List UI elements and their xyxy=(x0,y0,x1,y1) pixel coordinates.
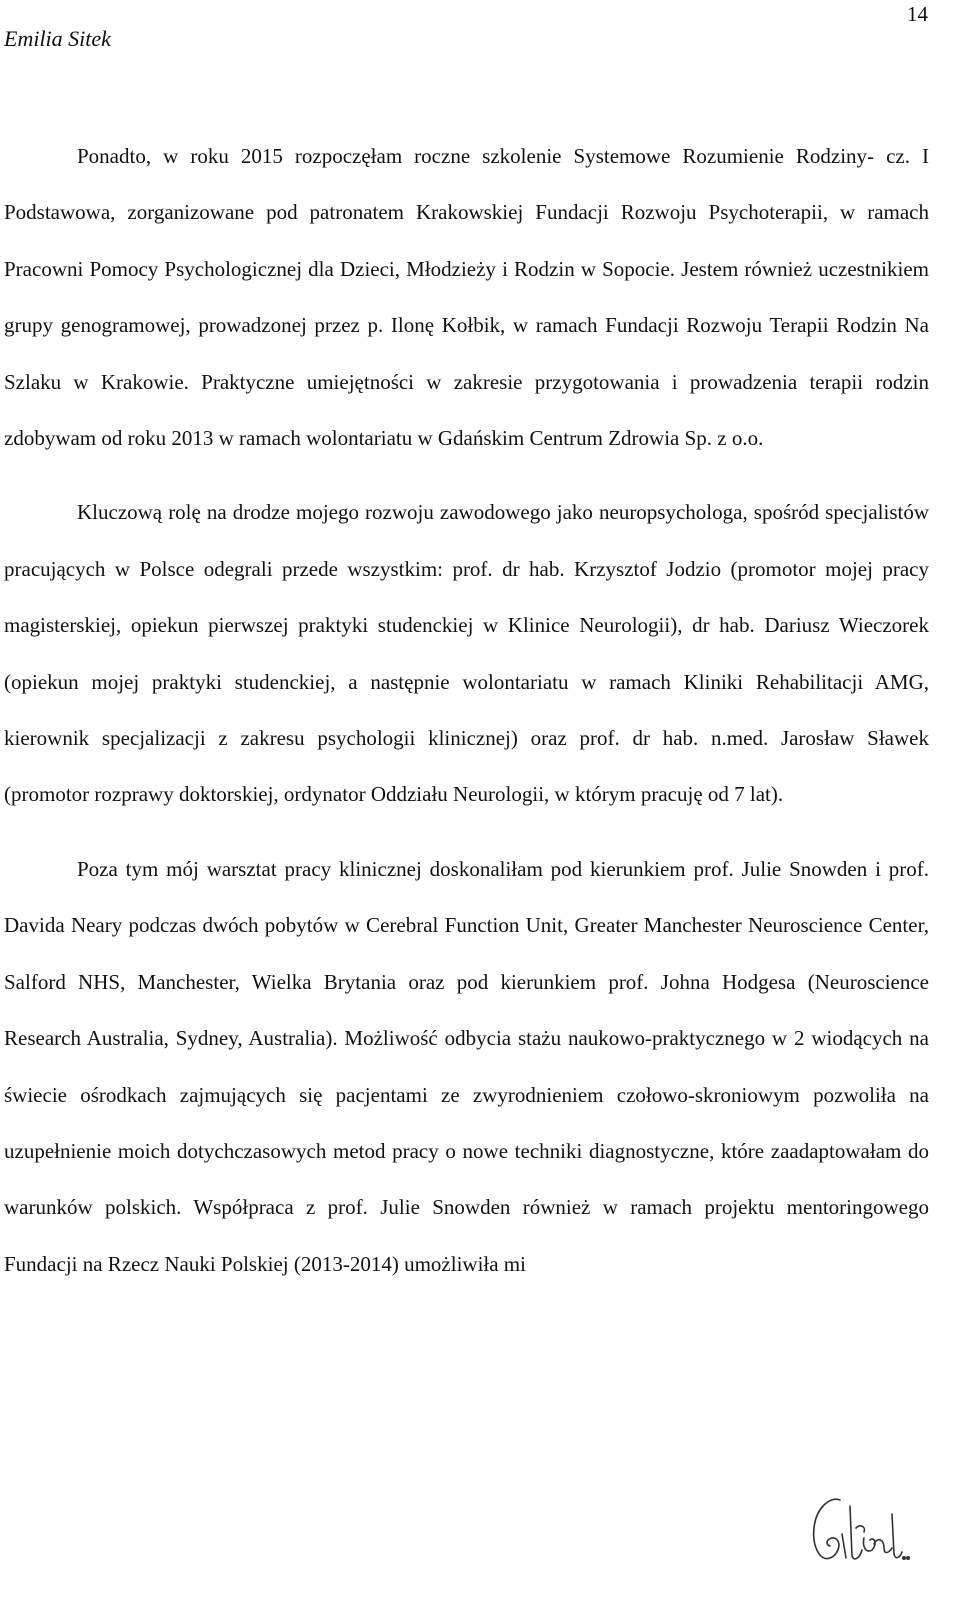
page-number: 14 xyxy=(907,2,928,26)
paragraph-training: Ponadto, w roku 2015 rozpoczęłam roczne szkolenie Systemowe Rozumienie Rodziny- cz. I Podstawowa, zorganizowane pod patronatem Krakowskiej Fundacji Rozwoju Psychoterapii, w ramach Pracowni Pomocy Psychologicznej dla Dzieci, Młodzieży i Rodzin w Sopocie. Jestem również uczestnikiem grupy genogramowej, prowadzonej przez p. Ilonę Kołbik, w ramach Fundacji Rozwoju Terapii Rodzin Na Szlaku w Krakowie. Praktyczne umiejętności w zakresie przygotowania i prowadzenia terapii rodzin zdobywam od roku 2013 w ramach wolontariatu w Gdańskim Centrum Zdrowia Sp. z o.o. xyxy=(4,144,929,451)
document-body xyxy=(4,128,929,1292)
paragraph-mentors: Kluczową rolę na drodze mojego rozwoju zawodowego jako neuropsychologa, spośród specjalistów pracujących w Polsce odegrali przede wszystkim: prof. dr hab. Krzysztof Jodzio (promotor mojej pracy magisterskiej, opiekun pierwszej praktyki studenckiej w Klinice Neurologii), dr hab. Dariusz Wieczorek (opiekun mojej praktyki studenckiej, a następnie wolontariatu w ramach Kliniki Rehabilitacji AMG, kierownik specjalizacji z zakresu psychologii klinicznej) oraz prof. dr hab. n.med. Jarosław Sławek (promotor rozprawy doktorskiej, ordynator Oddziału Neurologii, w którym pracuję od 7 lat). xyxy=(4,500,929,807)
author-name: Emilia Sitek xyxy=(4,26,111,51)
paragraph-clinical-workshop: Poza tym mój warsztat pracy klinicznej doskonaliłam pod kierunkiem prof. Julie Snowden i prof. Davida Neary podczas dwóch pobytów w Cerebral Function Unit, Greater Manchester Neuroscience Center, Salford NHS, Manchester, Wielka Brytania oraz pod kierunkiem prof. Johna Hodgesa (Neuroscience Research Australia, Sydney, Australia). Możliwość odbycia stażu naukowo-praktycznego w 2 wiodących na świecie ośrodkach zajmujących się pacjentami ze zwyrodnieniem czołowo-skroniowym pozwoliła na uzupełnienie moich dotychczasowych metod pracy o nowe techniki diagnostyczne, które zaadaptowałam do warunków polskich. Współpraca z prof. Julie Snowden również w ramach projektu mentoringowego Fundacji na Rzecz Nauki Polskiej (2013-2014) umożliwiła mi xyxy=(4,856,929,1276)
handwritten-signature-icon xyxy=(800,1488,915,1578)
